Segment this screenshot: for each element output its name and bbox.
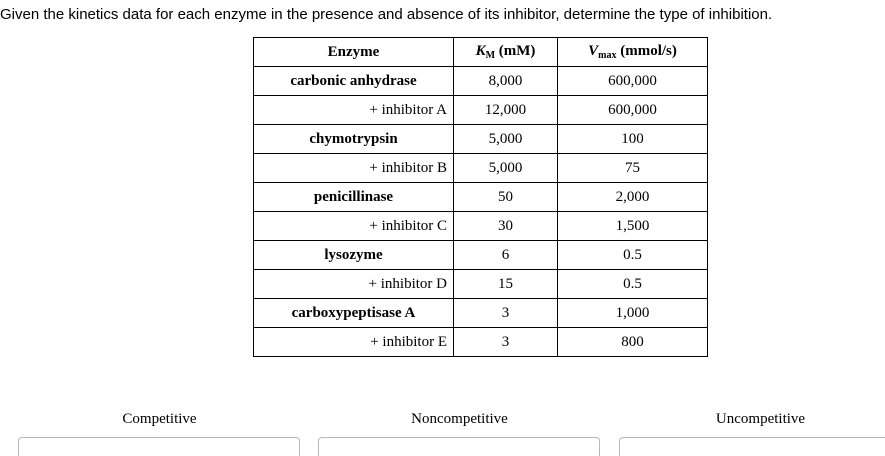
inhibitor-name: + inhibitor B [254,154,454,183]
uncompetitive-label: Uncompetitive [715,411,806,427]
table-row [254,125,708,154]
vmax-value: 800 [558,328,708,357]
table-row [254,328,708,357]
competitive-drop-zone[interactable] [18,437,300,456]
vmax-value: 600,000 [558,96,708,125]
enzyme-name: penicillinase [254,183,454,212]
question-text: Given the kinetics data for each enzyme in the presence and absence of its inhibitor, determine the type of inhibition. [0,6,773,23]
header-km-symbol: K [475,43,486,59]
vmax-value: 100 [558,125,708,154]
km-value: 15 [454,270,558,299]
inhibitor-name: + inhibitor C [254,212,454,241]
km-value: 12,000 [454,96,558,125]
inhibitor-name: + inhibitor E [254,328,454,357]
inhibitor-name: + inhibitor D [254,270,454,299]
inhibitor-name: + inhibitor A [254,96,454,125]
table-row [254,299,708,328]
km-value: 30 [454,212,558,241]
enzyme-name: chymotrypsin [254,125,454,154]
noncompetitive-label: Noncompetitive [411,411,508,427]
competitive-label: Competitive [122,411,197,427]
table-row [254,241,708,270]
enzyme-name: carbonic anhydrase [254,67,454,96]
table-header-row [254,38,708,67]
vmax-value: 1,500 [558,212,708,241]
header-km-subscript: M [485,50,496,61]
km-value: 5,000 [454,125,558,154]
table-row [254,270,708,299]
header-vmax-unit: (mmol/s) [616,43,677,59]
header-vmax-subscript: max [598,50,617,61]
table-row [254,96,708,125]
vmax-value: 600,000 [558,67,708,96]
header-vmax-symbol: V [588,43,599,59]
header-enzyme: Enzyme [254,38,454,67]
table-row [254,183,708,212]
enzyme-name: carboxypeptisase A [254,299,454,328]
km-value: 3 [454,328,558,357]
kinetics-table [253,37,708,357]
table-row [254,154,708,183]
km-value: 5,000 [454,154,558,183]
table-row [254,67,708,96]
header-vmax [558,38,708,67]
vmax-value: 0.5 [558,270,708,299]
km-value: 6 [454,241,558,270]
enzyme-name: lysozyme [254,241,454,270]
vmax-value: 0.5 [558,241,708,270]
km-value: 8,000 [454,67,558,96]
header-km-unit: (mM) [495,43,536,59]
table-row [254,212,708,241]
km-value: 3 [454,299,558,328]
vmax-value: 1,000 [558,299,708,328]
vmax-value: 2,000 [558,183,708,212]
uncompetitive-drop-zone[interactable] [619,437,885,456]
noncompetitive-drop-zone[interactable] [318,437,600,456]
vmax-value: 75 [558,154,708,183]
header-km [454,38,558,67]
km-value: 50 [454,183,558,212]
